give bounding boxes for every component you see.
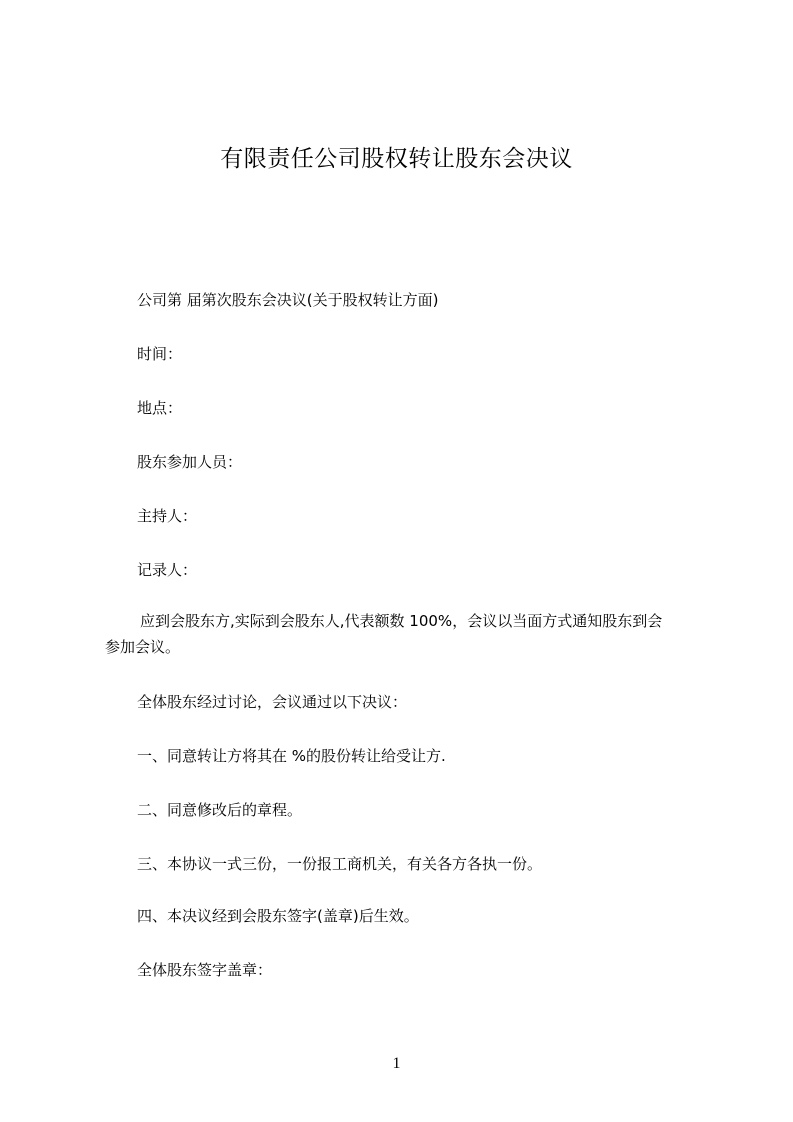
attendance-paragraph (105, 608, 709, 660)
signature-label: 全体股东签字盖章： (137, 961, 273, 979)
document-title: 有限责任公司股权转让股东会决议 (220, 146, 573, 172)
time-label: 时间： (137, 345, 183, 363)
discussion-line: 全体股东经过讨论，会议通过以下决议： (137, 693, 408, 711)
attendees-label: 股东参加人员： (137, 453, 243, 471)
attendance-line-2: 参加会议。 (105, 638, 181, 656)
place-label: 地点： (137, 399, 183, 417)
recorder-label: 记录人： (137, 561, 198, 579)
resolution-item-3: 三、本协议一式三份，一份报工商机关，有关各方各执一份。 (137, 855, 543, 873)
resolution-item-1: 一、同意转让方将其在 %的股份转让给受让方. (137, 747, 446, 765)
resolution-item-2: 二、同意修改后的章程。 (137, 801, 303, 819)
resolution-item-4: 四、本决议经到会股东签字(盖章)后生效。 (137, 907, 419, 925)
meeting-heading: 公司第 届第次股东会决议(关于股权转让方面) (137, 291, 439, 309)
page-number: 1 (392, 1055, 401, 1072)
host-label: 主持人： (137, 507, 198, 525)
attendance-line-1: 应到会股东方,实际到会股东人,代表额数 100%，会议以当面方式通知股东到会 (140, 612, 663, 630)
